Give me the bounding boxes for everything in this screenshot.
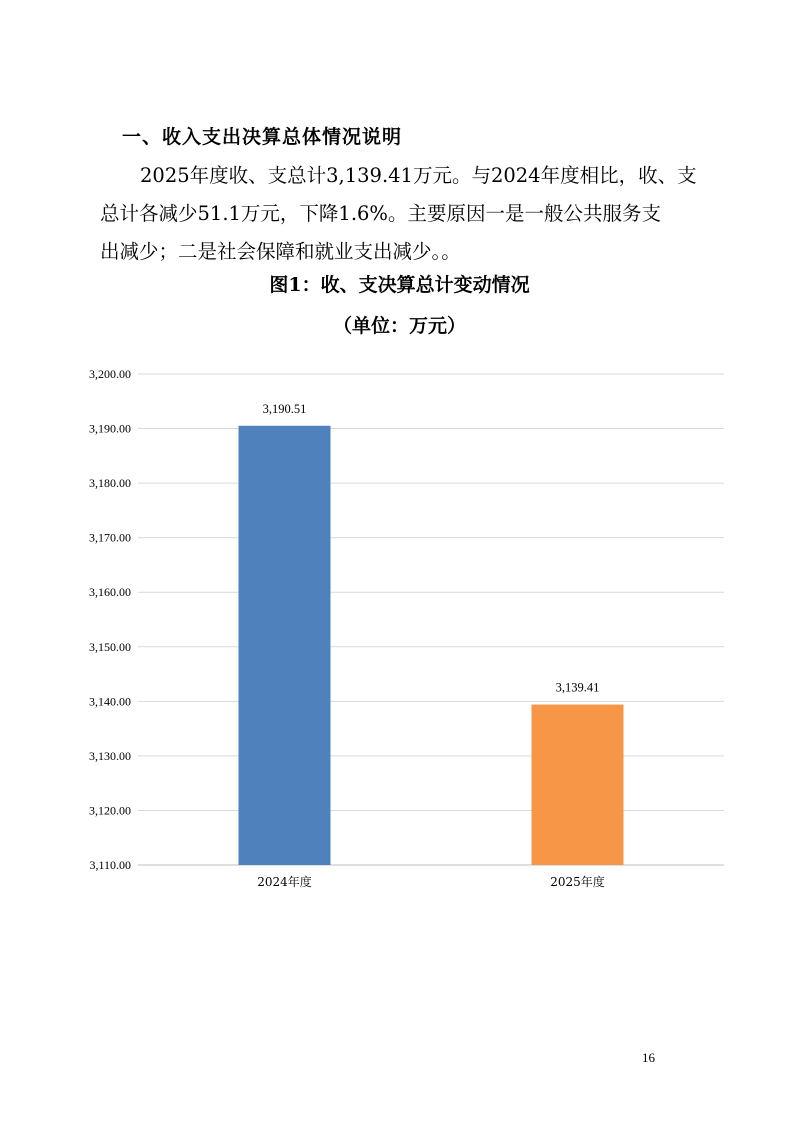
bar [532,705,624,865]
y-tick-label: 3,140.00 [89,694,131,709]
y-tick-label: 3,160.00 [89,585,131,600]
y-tick-label: 3,120.00 [89,803,131,818]
page-number: 16 [642,1050,655,1065]
y-tick-label: 3,150.00 [89,639,131,654]
x-tick-label: 2025年度 [550,875,605,889]
section-heading: 一、收入支出决算总体情况说明 [122,126,403,148]
figure-unit: （单位：万元） [332,315,466,337]
data-label: 3,190.51 [262,401,307,416]
paragraph-line: 2025年度收、支总计3,139.41万元。与2024年度相比，收、支 [140,164,697,187]
y-tick-label: 3,130.00 [89,748,131,763]
x-tick-label: 2024年度 [257,875,312,889]
bar [239,426,331,865]
bar-chart [0,340,799,920]
y-tick-label: 3,200.00 [89,367,131,381]
y-tick-label: 3,110.00 [89,858,131,872]
paragraph-line: 总计各减少51.1万元，下降1.6%。主要原因一是一般公共服务支 [100,202,661,225]
y-tick-label: 3,170.00 [89,530,131,545]
figure-title: 图1：收、支决算总计变动情况 [269,274,530,296]
y-tick-label: 3,180.00 [89,476,131,491]
y-tick-label: 3,190.00 [89,421,131,436]
summary-paragraph [100,157,702,271]
data-label: 3,139.41 [555,680,600,695]
paragraph-line: 出减少；二是社会保障和就业支出减少。。 [100,240,461,263]
